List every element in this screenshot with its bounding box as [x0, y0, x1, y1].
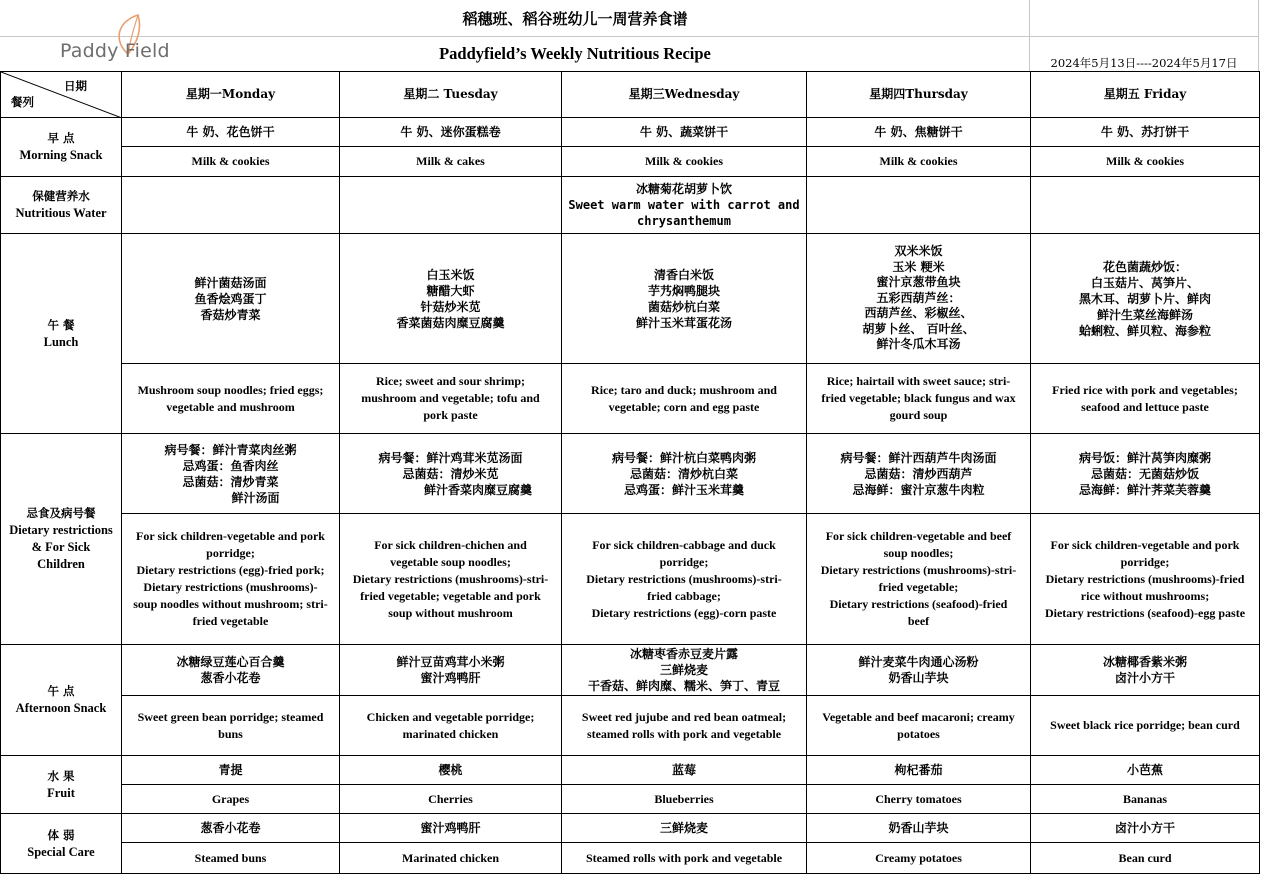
- diet-line: 鲜汁汤面: [231, 490, 280, 505]
- dish-line: Fried rice with pork and vegetables;: [1052, 382, 1238, 397]
- dish-line: 菌菇炒杭白菜: [647, 299, 720, 314]
- diet-line: For sick children-cabbage and duck: [592, 537, 776, 552]
- diet-line: Dietary restrictions (seafood)-fried: [829, 597, 1008, 611]
- day-tuesday: 星期二 Tuesday: [340, 72, 562, 118]
- morning-snack-en: Milk & cakes: [340, 147, 562, 177]
- dish-line: 鲜汁玉米茸蛋花汤: [635, 315, 732, 330]
- fruit-cn: 枸杞番茄: [807, 756, 1031, 785]
- dish-line: 清香白米饭: [653, 267, 714, 282]
- snack-line: Vegetable and beef macaroni; creamy: [822, 709, 1015, 724]
- fruit-en: Grapes: [122, 785, 340, 814]
- morning-snack-label: [1, 118, 122, 177]
- diet-label-en: Dietary restrictions: [9, 523, 113, 537]
- diet-line: soup noodles;: [883, 546, 954, 560]
- afternoon-cn-thursday: [807, 645, 1031, 696]
- special-label-en: Special Care: [27, 844, 95, 859]
- nutritious-water-row: [1, 177, 1260, 234]
- snack-line: 奶香山芋块: [888, 671, 949, 685]
- snack-line: 鲜汁豆苗鸡茸小米粥: [396, 655, 505, 669]
- afternoon-en-tuesday: [340, 696, 562, 756]
- diet-line: Dietary restrictions (mushrooms)-: [143, 580, 318, 594]
- snack-line: Sweet black rice porridge; bean curd: [1050, 718, 1240, 732]
- lunch-cn-row: [1, 234, 1260, 364]
- dish-line: 黑木耳、胡萝卜片、鲜肉: [1078, 291, 1211, 306]
- diet-line: 忌海鲜：鲜汁荠菜芙蓉羹: [1078, 482, 1211, 497]
- diet-line: fried vegetable;: [878, 580, 959, 594]
- diet-line: 病号餐：鲜汁杭白菜鸭肉粥: [611, 450, 756, 465]
- empty-cell: [340, 177, 562, 234]
- diet-line: porridge;: [1120, 554, 1170, 569]
- afternoon-en-row: [1, 696, 1260, 756]
- corner-cell: [1, 72, 122, 118]
- diet-cn-monday: [122, 434, 340, 514]
- afternoon-label: [1, 645, 122, 756]
- diet-line: Dietary restrictions (mushrooms)-fried: [1045, 571, 1245, 586]
- special-en: Creamy potatoes: [807, 843, 1031, 874]
- dish-line: Rice; taro and duck; mushroom and: [591, 382, 777, 397]
- dish-line: Rice; sweet and sour shrimp;: [375, 374, 526, 388]
- special-en-row: [1, 843, 1260, 874]
- diet-cn-tuesday: [340, 434, 562, 514]
- afternoon-cn-friday: [1031, 645, 1260, 696]
- morning-snack-cn: 牛 奶、蔬菜饼干: [562, 118, 807, 147]
- dish-line: 香菇炒青菜: [200, 307, 261, 322]
- afternoon-en-thursday: [807, 696, 1031, 756]
- logo-text: Paddy Field: [60, 40, 170, 62]
- dish-line: 芋艿焖鸭腿块: [647, 283, 720, 298]
- afternoon-en-wednesday: [562, 696, 807, 756]
- morning-snack-cn: 牛 奶、花色饼干: [122, 118, 340, 147]
- diet-line: 忌菌菇：清炒杭白菜: [629, 466, 738, 481]
- lunch-cn-thursday: [807, 234, 1031, 364]
- fruit-cn: 小芭蕉: [1031, 756, 1260, 785]
- dish-line: 蜜汁京葱带鱼块: [876, 275, 961, 290]
- lunch-label: [1, 234, 122, 434]
- dish-line: 蛤蜊粒、鲜贝粒、海参粒: [1078, 323, 1211, 338]
- diet-line: 病号餐：鲜汁鸡茸米苋汤面: [378, 450, 523, 465]
- snack-line: 鲜汁麦菜牛肉通心汤粉: [858, 655, 979, 669]
- fruit-en-row: [1, 785, 1260, 814]
- diet-line: 病号餐：鲜汁西葫芦牛肉汤面: [840, 450, 997, 465]
- fruit-label: [1, 756, 122, 814]
- diet-cn-row: [1, 434, 1260, 514]
- dish-line: gourd soup: [889, 408, 948, 422]
- dish-line: Rice; hairtail with sweet sauce; stri-: [826, 374, 1011, 388]
- fruit-cn: 蓝莓: [562, 756, 807, 785]
- dish-line: 白玉菇片、莴笋片、: [1090, 275, 1199, 290]
- fruit-cn: 青提: [122, 756, 340, 785]
- fruit-en: Cherries: [340, 785, 562, 814]
- fruit-en: Cherry tomatoes: [807, 785, 1031, 814]
- dish-line: Mushroom soup noodles; fried eggs;: [137, 382, 324, 397]
- dish-line: 鲜汁冬瓜木耳汤: [876, 337, 961, 352]
- special-en: Steamed rolls with pork and vegetable: [562, 843, 807, 874]
- afternoon-en-monday: [122, 696, 340, 756]
- morning-snack-cn: 牛 奶、焦糖饼干: [807, 118, 1031, 147]
- fruit-label-cn: 水 果: [47, 768, 75, 783]
- diet-line: beef: [907, 614, 930, 628]
- morning-snack-en-row: [1, 147, 1260, 177]
- diet-line: vegetable soup noodles;: [390, 554, 511, 569]
- afternoon-label-en: Afternoon Snack: [15, 701, 107, 715]
- nutritious-water-label-cn: 保健营养水: [32, 189, 90, 203]
- fruit-label-en: Fruit: [47, 785, 75, 800]
- snack-line: buns: [218, 726, 243, 741]
- snack-line: Sweet red jujube and red bean oatmeal;: [581, 709, 787, 724]
- day-monday: 星期一Monday: [122, 72, 340, 118]
- diet-line: 忌菌菇：无菌菇炒饭: [1090, 466, 1199, 481]
- afternoon-cn-row: [1, 645, 1260, 696]
- lunch-cn-monday: [122, 234, 340, 364]
- dish-line: 鱼香烩鸡蛋丁: [194, 291, 267, 306]
- special-cn: 蜜汁鸡鸭肝: [340, 814, 562, 843]
- lunch-cn-friday: [1031, 234, 1260, 364]
- special-cn: 奶香山芋块: [807, 814, 1031, 843]
- diet-label-en: Children: [37, 557, 85, 571]
- diet-en-row: [1, 514, 1260, 645]
- diet-line: 忌菌菇：清炒西葫芦: [864, 466, 973, 481]
- dish-line: seafood and lettuce paste: [1081, 399, 1209, 414]
- dish-line: vegetable and mushroom: [166, 399, 295, 414]
- diet-line: soup noodles without mushroom; stri-: [133, 597, 328, 611]
- day-friday: 星期五 Friday: [1031, 72, 1260, 118]
- dish-line: mushroom and vegetable; tofu and: [361, 391, 540, 405]
- diet-line: Dietary restrictions (egg)-corn paste: [591, 605, 777, 620]
- afternoon-cn-monday: [122, 645, 340, 696]
- diet-line: 忌海鲜：蜜汁京葱牛肉粒: [852, 482, 985, 497]
- morning-snack-en: Milk & cookies: [1031, 147, 1260, 177]
- morning-snack-cn: 牛 奶、迷你蛋糕卷: [340, 118, 562, 147]
- morning-snack-en: Milk & cookies: [122, 147, 340, 177]
- diet-label-cn: 忌食及病号餐: [26, 506, 96, 520]
- diet-cn-wednesday: [562, 434, 807, 514]
- lunch-label-en: Lunch: [43, 334, 79, 349]
- dish-line: 花色菌蔬炒饭：: [1102, 259, 1187, 274]
- diet-line: Dietary restrictions (mushrooms)-stri-: [820, 563, 1017, 577]
- diet-line: fried cabbage;: [647, 588, 721, 603]
- special-cn-row: [1, 814, 1260, 843]
- afternoon-en-friday: [1031, 696, 1260, 756]
- dish-line: vegetable; corn and egg paste: [608, 399, 760, 414]
- diet-line: For sick children-chichen and: [374, 537, 527, 552]
- snack-line: 蜜汁鸡鸭肝: [420, 671, 481, 685]
- diet-line: soup without mushroom: [388, 605, 513, 620]
- diet-en-monday: [122, 514, 340, 645]
- nutritious-water-en-line: chrysanthemum: [637, 214, 731, 228]
- date-range: 2024年5月13日----2024年5月17日: [1050, 56, 1238, 70]
- fruit-en: Blueberries: [562, 785, 807, 814]
- diet-line: Dietary restrictions (mushrooms)-stri-: [352, 571, 549, 586]
- fruit-cn: 樱桃: [340, 756, 562, 785]
- diet-line: 病号饭：鲜汁莴笋肉糜粥: [1078, 450, 1211, 465]
- morning-snack-en: Milk & cookies: [562, 147, 807, 177]
- title-english: Paddyfield’s Weekly Nutritious Recipe: [439, 44, 711, 63]
- diet-label: [1, 434, 122, 645]
- morning-snack-cn-row: [1, 118, 1260, 147]
- fruit-en: Bananas: [1031, 785, 1260, 814]
- dish-line: 五彩西葫芦丝：: [876, 290, 961, 305]
- special-cn: 卤汁小方干: [1031, 814, 1260, 843]
- diet-line: porridge;: [206, 546, 255, 560]
- nutritious-water-cn: 冰糖菊花胡萝卜饮: [635, 182, 732, 196]
- morning-snack-label-cn: 早 点: [47, 131, 75, 145]
- snack-line: 冰糖枣香赤豆麦片露: [629, 647, 738, 661]
- snack-line: 三鲜烧麦: [659, 663, 708, 677]
- dish-line: 玉米 粳米: [892, 259, 945, 274]
- morning-snack-cn: 牛 奶、苏打饼干: [1031, 118, 1260, 147]
- dish-line: pork paste: [423, 408, 478, 422]
- diet-line: 忌鸡蛋：鲜汁玉米茸羹: [623, 482, 744, 497]
- corner-date-label: 日期: [64, 79, 87, 93]
- special-en: Marinated chicken: [340, 843, 562, 874]
- lunch-label-cn: 午 餐: [47, 317, 75, 332]
- snack-line: Sweet green bean porridge; steamed: [137, 709, 324, 724]
- diet-line: 忌菌菇：清炒青菜: [182, 474, 279, 489]
- empty-cell: [1031, 177, 1260, 234]
- diet-line: For sick children-vegetable and pork: [1050, 537, 1240, 552]
- dish-line: 双米米饭: [894, 244, 943, 259]
- snack-line: 干香菇、鲜肉糜、糯米、笋丁、青豆: [587, 679, 780, 693]
- afternoon-cn-tuesday: [340, 645, 562, 696]
- lunch-en-row: [1, 364, 1260, 434]
- nutritious-water-label: [1, 177, 122, 234]
- special-en: Steamed buns: [122, 843, 340, 874]
- diet-line: For sick children-vegetable and pork: [136, 529, 325, 543]
- lunch-en-thursday: [807, 364, 1031, 434]
- dish-line: 白玉米饭: [426, 267, 475, 282]
- header-right-line: [1258, 0, 1259, 72]
- empty-cell: [807, 177, 1031, 234]
- dish-line: 胡萝卜丝、 百叶丝、: [862, 321, 975, 336]
- special-en: Bean curd: [1031, 843, 1260, 874]
- diet-line: 忌菌菇：清炒米苋: [402, 466, 499, 481]
- special-cn: 三鲜烧麦: [562, 814, 807, 843]
- menu-table: [0, 71, 1260, 874]
- lunch-en-friday: [1031, 364, 1260, 434]
- snack-line: 冰糖绿豆莲心百合羹: [176, 655, 285, 669]
- afternoon-label-cn: 午 点: [47, 684, 75, 698]
- diet-cn-thursday: [807, 434, 1031, 514]
- lunch-en-monday: [122, 364, 340, 434]
- special-label-cn: 体 弱: [47, 827, 75, 842]
- snack-line: 卤汁小方干: [1114, 671, 1175, 685]
- snack-line: potatoes: [897, 726, 940, 741]
- snack-line: 冰糖椰香紫米粥: [1102, 655, 1187, 669]
- day-wednesday: 星期三Wednesday: [562, 72, 807, 118]
- snack-line: Chicken and vegetable porridge;: [366, 709, 535, 724]
- dish-line: 香菜菌菇肉糜豆腐羹: [396, 315, 505, 330]
- snack-line: steamed rolls with pork and vegetable: [586, 726, 782, 741]
- snack-line: marinated chicken: [402, 726, 499, 741]
- header-column-line: [1029, 0, 1030, 72]
- empty-cell: [122, 177, 340, 234]
- diet-line: For sick children-vegetable and beef: [825, 529, 1012, 543]
- diet-line: fried vegetable: [192, 614, 269, 628]
- day-header-row: [1, 72, 1260, 118]
- corner-meal-label: 餐列: [11, 95, 34, 109]
- diet-line: Dietary restrictions (mushrooms)-stri-: [586, 571, 782, 586]
- diet-line: 忌鸡蛋：鱼香肉丝: [182, 458, 279, 473]
- dish-line: 糖醋大虾: [426, 283, 475, 298]
- diet-label-en: & For Sick: [31, 540, 91, 554]
- paddyfield-logo: [52, 12, 192, 68]
- special-label: [1, 814, 122, 874]
- nutritious-water-en-line: Sweet warm water with carrot and: [568, 198, 800, 212]
- diet-line: Dietary restrictions (seafood)-egg paste: [1044, 605, 1246, 620]
- diet-line: 病号餐：鲜汁青菜肉丝粥: [164, 442, 297, 457]
- lunch-cn-wednesday: [562, 234, 807, 364]
- nutritious-water-label-en: Nutritious Water: [15, 206, 107, 220]
- diet-en-friday: [1031, 514, 1260, 645]
- dish-line: fried vegetable; black fungus and wax: [821, 391, 1016, 405]
- diet-line: porridge;: [659, 554, 709, 569]
- snack-line: 葱香小花卷: [200, 671, 261, 685]
- diet-en-thursday: [807, 514, 1031, 645]
- diet-cn-friday: [1031, 434, 1260, 514]
- lunch-en-tuesday: [340, 364, 562, 434]
- special-cn: 葱香小花卷: [122, 814, 340, 843]
- dish-line: 针菇炒米苋: [420, 299, 481, 314]
- diet-en-wednesday: [562, 514, 807, 645]
- diet-line: fried vegetable; vegetable and pork: [360, 588, 541, 603]
- dish-line: 鲜汁生菜丝海鲜汤: [1096, 307, 1193, 322]
- morning-snack-en: Milk & cookies: [807, 147, 1031, 177]
- nutritious-water-wednesday: [562, 177, 807, 234]
- lunch-en-wednesday: [562, 364, 807, 434]
- diet-line: Dietary restrictions (egg)-fried pork;: [136, 563, 325, 577]
- dish-line: 西葫芦丝、彩椒丝、: [864, 306, 973, 321]
- fruit-cn-row: [1, 756, 1260, 785]
- diet-en-tuesday: [340, 514, 562, 645]
- afternoon-cn-wednesday: [562, 645, 807, 696]
- morning-snack-label-en: Morning Snack: [19, 148, 103, 162]
- title-chinese: 稻穗班、稻谷班幼儿一周营养食谱: [462, 10, 688, 28]
- lunch-cn-tuesday: [340, 234, 562, 364]
- day-thursday: 星期四Thursday: [807, 72, 1031, 118]
- diet-line: 鲜汁香菜肉糜豆腐羹: [423, 482, 532, 497]
- dish-line: 鲜汁菌菇汤面: [194, 275, 267, 290]
- diet-line: rice without mushrooms;: [1080, 588, 1210, 603]
